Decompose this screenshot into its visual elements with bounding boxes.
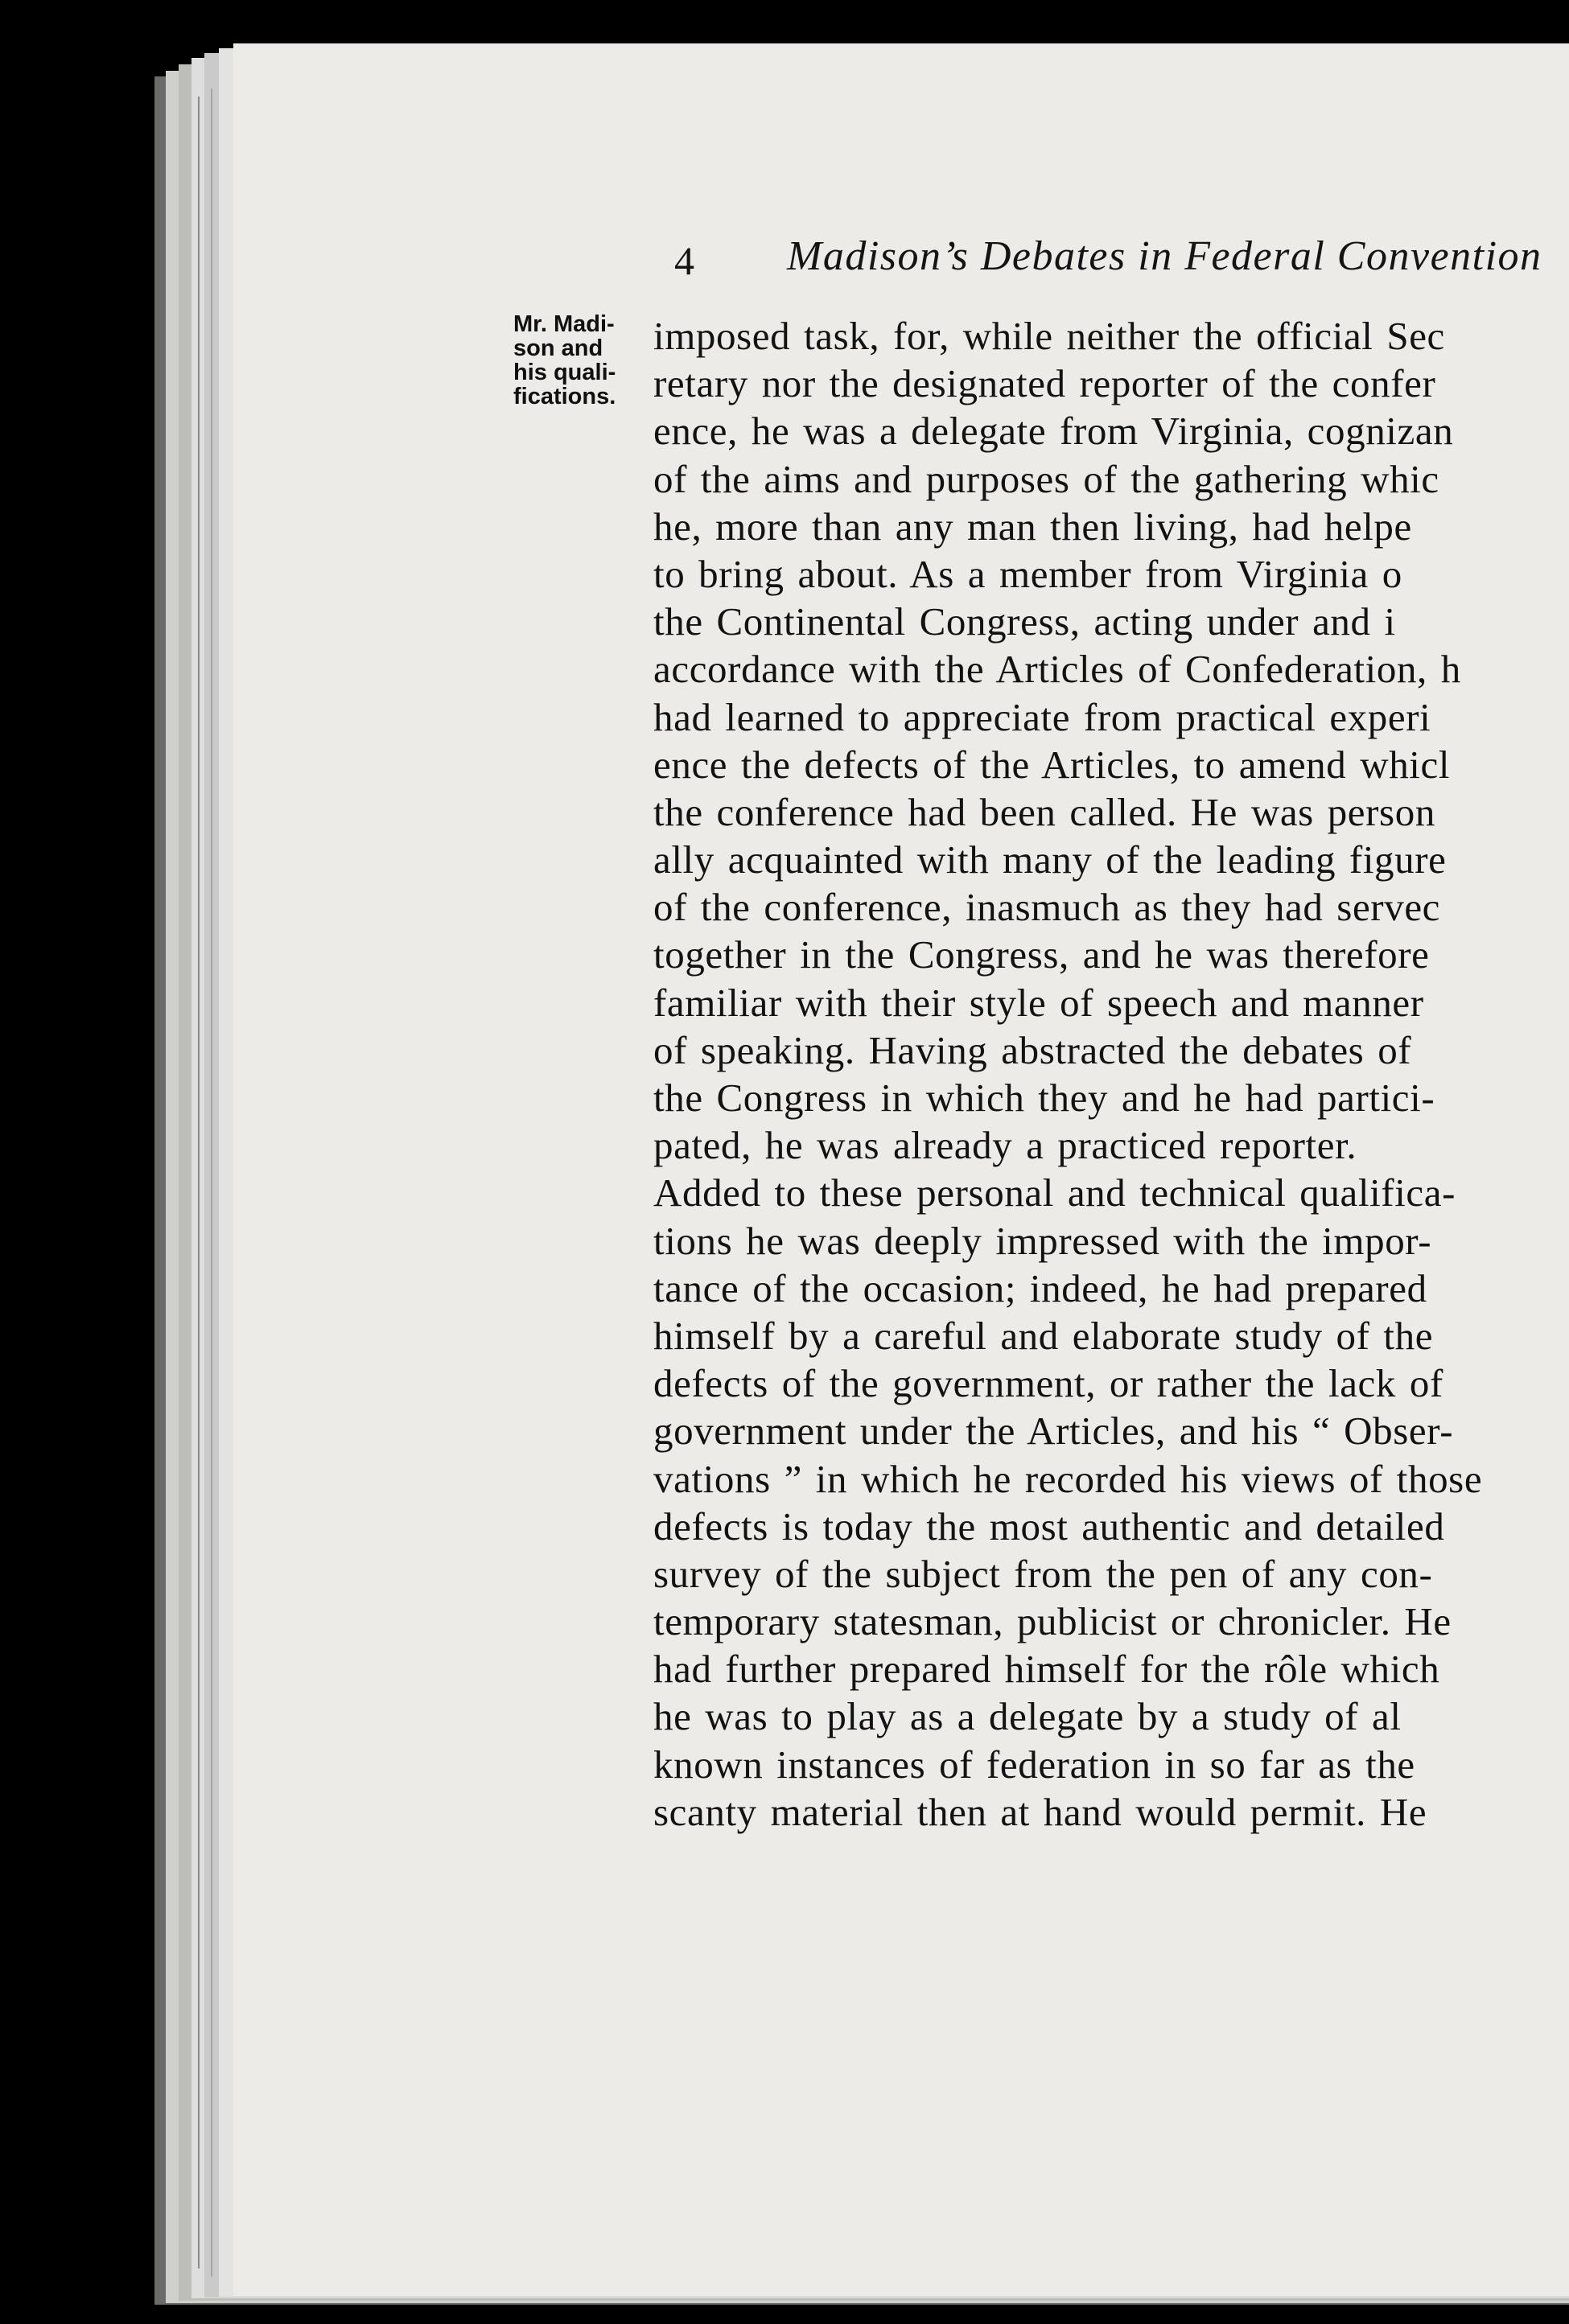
text-line: known instances of federation in so far as the xyxy=(653,1742,1415,1787)
page-edge-shadow xyxy=(211,88,212,2277)
text-line: ence, he was a delegate from Virginia, cognizan xyxy=(653,409,1454,454)
margin-note xyxy=(513,312,666,409)
text-line: to bring about. As a member from Virginia o xyxy=(653,551,1402,596)
text-line: had learned to appreciate from practical experi xyxy=(653,694,1431,739)
text-line: he was to play as a delegate by a study of al xyxy=(653,1694,1402,1739)
text-line: together in the Congress, and he was therefore xyxy=(653,932,1430,977)
page-header xyxy=(674,233,1569,302)
text-line: government under the Articles, and his “ Obser- xyxy=(653,1409,1454,1454)
text-line: the Continental Congress, acting under and i xyxy=(653,599,1396,644)
text-line: the conference had been called. He was person xyxy=(653,789,1435,834)
page-number: 4 xyxy=(674,238,694,283)
margin-note-line: Mr. Madi- xyxy=(513,311,615,337)
page-edge-shadow xyxy=(198,97,200,2268)
text-line: defects of the government, or rather the lack of xyxy=(653,1361,1443,1406)
text-line: accordance with the Articles of Confederation, h xyxy=(653,647,1461,692)
text-line: vations ” in which he recorded his views of those xyxy=(653,1456,1483,1501)
text-line: he, more than any man then living, had helpe xyxy=(653,504,1412,549)
running-title: Madison’s Debates in Federal Convention xyxy=(787,233,1542,279)
text-line: pated, he was already a practiced reporter. xyxy=(653,1123,1357,1168)
margin-note-line: fications. xyxy=(513,384,616,409)
body-text xyxy=(653,312,1569,1969)
text-line: defects is today the most authentic and detailed xyxy=(653,1503,1445,1549)
text-line: retary nor the designated reporter of the confer xyxy=(653,361,1436,406)
text-line: himself by a careful and elaborate study of the xyxy=(653,1313,1434,1358)
text-line: of the conference, inasmuch as they had servec xyxy=(653,885,1441,930)
text-line: Added to these personal and technical qualifica- xyxy=(653,1170,1456,1215)
text-line: tance of the occasion; indeed, he had prepared xyxy=(653,1265,1427,1310)
text-line: scanty material then at hand would permit. He xyxy=(653,1789,1427,1834)
text-line: of the aims and purposes of the gathering whic xyxy=(653,456,1439,501)
text-line: imposed task, for, while neither the official Sec xyxy=(653,314,1445,358)
text-line: the Congress in which they and he had partici- xyxy=(653,1076,1435,1120)
text-line: had further prepared himself for the rôle which xyxy=(653,1647,1440,1692)
text-line: familiar with their style of speech and manner xyxy=(653,980,1424,1025)
text-line: ally acquainted with many of the leading figure xyxy=(653,837,1447,882)
text-line: ence the defects of the Articles, to amend whicl xyxy=(653,742,1451,787)
text-line: of speaking. Having abstracted the debates of xyxy=(653,1027,1412,1072)
margin-note-line: his quali- xyxy=(513,360,616,385)
margin-note-line: son and xyxy=(513,335,603,361)
text-line: temporary statesman, publicist or chronicler. He xyxy=(653,1599,1452,1644)
text-line: tions he was deeply impressed with the impor- xyxy=(653,1218,1432,1263)
text-line: survey of the subject from the pen of any con- xyxy=(653,1551,1433,1596)
